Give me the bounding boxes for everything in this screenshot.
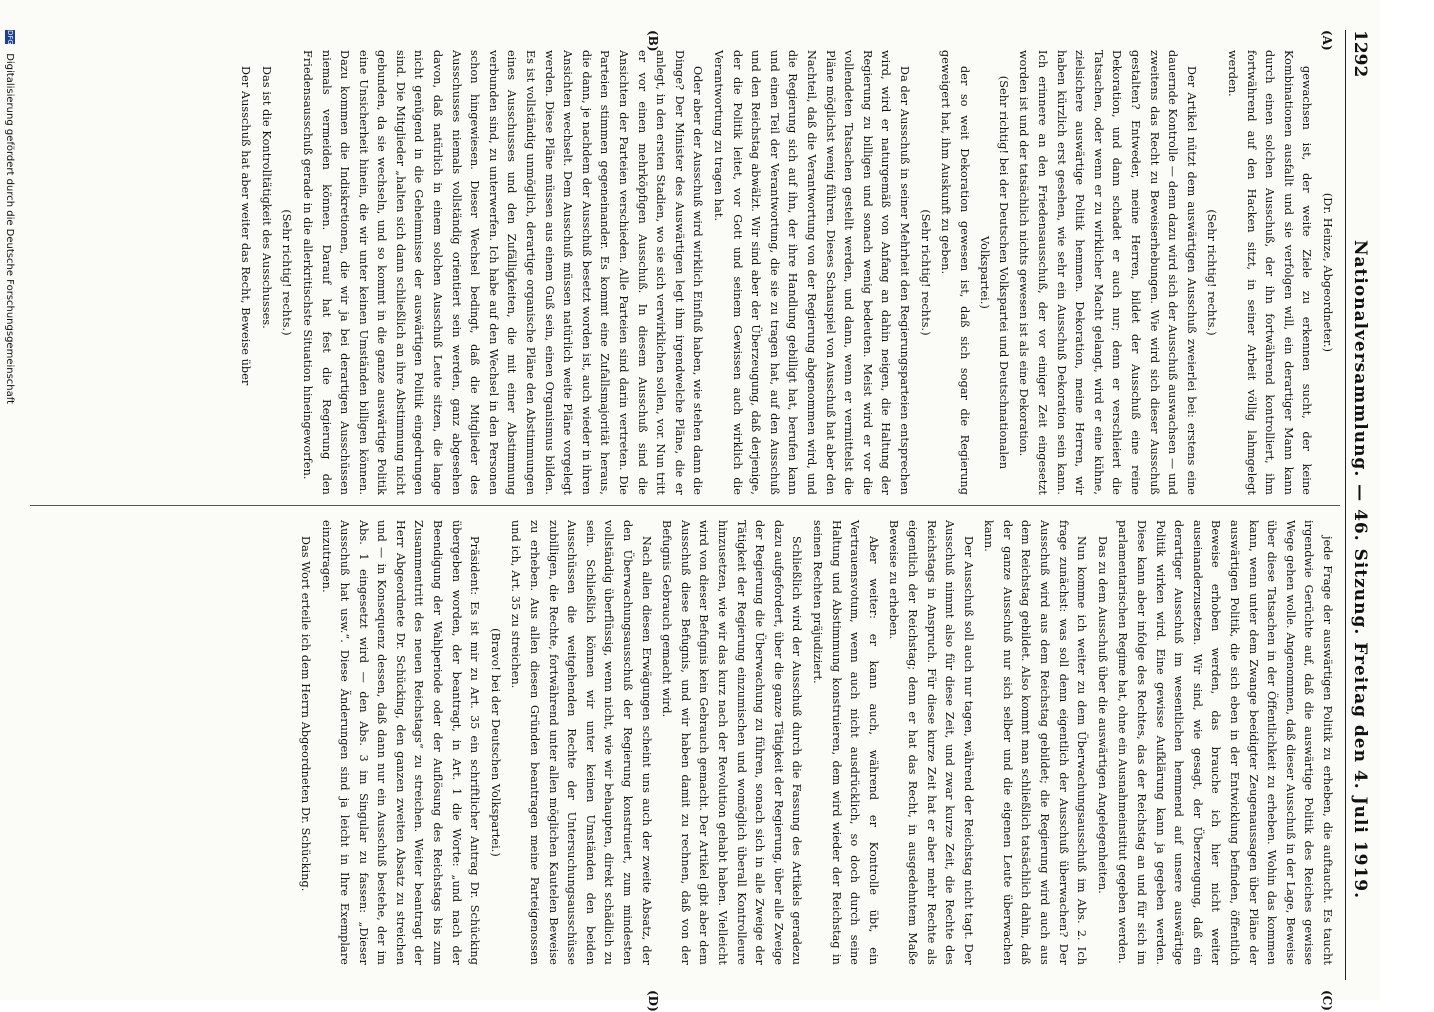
interjection: (Sehr richtig! rechts.) (918, 209, 932, 336)
paragraph: Der Ausschuß soll auch nur tagen, während der Reichstag nicht tagt. Der Ausschuß nimmt also für diese Zeit, und zwar kurze Zeit, die Rechte des Reichstags in Anspruch. Für diese kurze Zeit hat er aber mehr Rechte als eigentlich der Reichstag; denn er hat das Recht, in ausgedehntem Maße Beweise zu erheben. (887, 520, 975, 965)
page-number: 1292 (1350, 30, 1370, 78)
interjection: (Bravo! bei der Deutschen Volkspartei.) (488, 628, 502, 857)
interjection: (Sehr richtig! rechts.) (1205, 209, 1219, 336)
margin-marker-d: (D) (646, 990, 660, 1012)
paragraph: Der Ausschuß hat aber weiter das Recht, Beweise über (239, 66, 253, 386)
paragraph: Das ist die Kontrolltätigkeit des Ausschusses. (259, 66, 273, 329)
right-column (293, 520, 1336, 965)
interjection: (Sehr richtig! rechts.) (280, 209, 294, 336)
paragraph: der so weit Dekoration gewesen ist, daß sich sogar die Regierung geweigert hat, ihm Auskunft zu geben. (939, 50, 971, 495)
paragraph: jede Frage der auswärtigen Politik zu erheben, die auftaucht. Es taucht irgendwie Gerüchte auf, daß die auswärtige Politik des Reiches gewisse Wege gehen wolle. Angenommen, daß dieser Ausschuß in der Lage, Beweise über diese Tatsachen in der Öffentlichkeit zu erheben. Wohin das kommen kann, wenn unter dem Zwange beeidigter Zeugenaussagen über Pläne der auswärtigen Politik, die sich eben in der Entwicklung befinden, öffentlich Beweise erhoben werden, das brauche ich hier nicht weiter auseinanderzusetzen. Wir sind, wie gesagt, der Überzeugung, daß ein derartiger Ausschuß im wesentlichen hemmend auf unsere auswärtige Politik wirken wird. Eine gewisse Aufklärung kann ja gegeben werden. Diese kann aber infolge des Rechtes, das der Reichstag an und für sich im parlamentarischen Regime hat, ohne ein Ausnahmeinstitut gegeben werden. (1116, 520, 1334, 965)
interjection: (Sehr richtig! bei der Deutschen Volkspartei und Deutschnationalen Volkspartei.) (978, 75, 1010, 470)
page-header (1345, 30, 1372, 980)
paragraph: Schließlich wird der Ausschuß durch die Fassung des Artikels geradezu dazu aufgefordert, über die ganze Tätigkeit der Regierung, über alle Zweige der Regierung die Überwachung zu führen, sonach sich in alle Zweige der Tätigkeit der Regierung einzumischen und womöglich überall Kontrolleure hinzusetzen, wie wir das kurz nach der Revolution gehabt haben. Vielleicht wird von dieser Befugnis kein Gebrauch gemacht. Der Artikel gibt aber dem Ausschuß diese Befugnis, und wir haben damit zu rechnen, daß von der Befugnis Gebrauch gemacht wird. (660, 520, 804, 965)
left-column (234, 50, 1336, 495)
paragraph: Das zu dem Ausschuß über die auswärtigen Angelegenheiten. (1095, 536, 1109, 894)
paragraph: Präsident: Es ist mir zu Art. 35 ein schriftlicher Antrag Dr. Schücking übergeben worden, der beantragt, in Art. 1 die Worte: „und nach der Beendigung der Wahlperiode oder der Auflösung des Reichstags bis zum Zusammentritt des neuen Reichstags“ zu streichen. Weiter beantragt der Herr Abgeordnete Dr. Schücking, den ganzen zweiten Absatz zu streichen und — in Konsequenz dessen, daß dann nur ein Ausschuß bestehe, der im Abs. 1 eingesetzt wird — den Abs. 3 im Singular zu fassen: „Dieser Ausschuß hat usw.“. Diese Änderungen sind ja leicht in Ihre Exemplare einzutragen. (319, 520, 482, 965)
paragraph: Der Artikel nützt dem auswärtigen Ausschuß zweierlei bei: erstens eine dauernde Kontrolle — denn dazu wird sich der Ausschuß auswachsen — und zweitens das Recht zu Beweiserhebungen. Wie wird sich dieser Ausschuß gestalten? Entweder, meine Herren, bildet der Ausschuß eine reine Dekoration, und dann schadet er auch nur; denn er verschleiert die Tatsachen, oder wenn er zu wirklicher Macht gelangt, wird er eine kühne, zielsichere auswärtige Politik hemmen. Dekoration, meine Herren, wir haben kürzlich erst gesehen, wie sehr ein Ausschuß Dekoration sein kann. Ich erinnere an den Friedensausschuß, der vor einiger Zeit eingesetzt worden ist und der tatsächlich nichts gewesen ist als eine Dekoration. (1017, 50, 1198, 495)
margin-marker-a: (A) (1320, 30, 1334, 51)
paragraph: Da der Ausschuß in seiner Mehrheit den Regierungsparteien entsprechen wird, wird er naturgemäß von Anfang an dahin neigen, die Haltung der Regierung zu billigen und sonach wenig bedeuten. Meist wird er vor die vollendeten Tatsachen gestellt werden, und dann, wenn er vermittelst die Pläne möglichst wenig führen. Dieses Schauspiel von Ausschuß hat aber den Nachteil, daß die Verantwortung von der Regierung abgenommen wird, und die Regierung sich auf ihn, der ihre Handlung gebilligt hat, berufen kann und einen Teil der Verantwortung, die sie zu tragen hat, auf den Ausschuß und den Reichstag abwälzt. Wir sind aber der Überzeugung, daß derjenige, der die Politik leitet, vor Gott und seinem Gewissen auch wirklich die Verantwortung zu tragen hat. (712, 50, 911, 495)
paragraph: Das Wort erteile ich dem Herrn Abgeordneten Dr. Schücking. (298, 536, 312, 892)
paragraph: Nach allen diesen Erwägungen scheint uns auch der zweite Absatz, der den Überwachungsausschuß der Regierung konstruiert, zum mindesten vollständig überflüssig, wenn nicht, wie wir behaupten, direkt schädlich zu sein. Schließlich können wir unter keinen Umständen den beiden Ausschüssen die weitgehenden Rechte der Untersuchungsausschüsse zubilligen, die Rechte, fortwährend unter allen möglichen Kautelen Beweise zu erheben. Aus allen diesen Gründen beantragen meine Parteigenossen und ich, Art. 35 zu streichen. (509, 520, 653, 965)
page-title: Nationalversammlung. — 46. Sitzung. Freitag den 4. Juli 1919. (1350, 240, 1370, 900)
paragraph: gewachsen ist, der weite Ziele zu erkennen sucht, der keine Kombinationen ausfallt und sie verfolgen will, ein derartiger Mann kann durch einen solchen Ausschuß, der ihn fortwährend kontrolliert, ihm fortwährend auf den Hacken sitzt, in seiner Arbeit völlig lahmgelegt werden. (1226, 50, 1314, 495)
footer-text: Digitalisierung gefördert durch die Deutsche Forschungsgemeinschaft (4, 53, 15, 405)
speaker-note: (Dr. Heinze, Abgeordneter.) (1321, 192, 1334, 353)
paragraph: Nun komme ich weiter zu dem Überwachungsausschuß im Abs. 2. Ich frage zunächst: was soll denn eigentlich der Ausschuß überwachen? Der Ausschuß wird aus dem Reichstag gebildet; die Regierung wird auch aus dem Reichstag gebildet. Also kommt man schließlich tatsächlich dahin, daß der ganze Ausschuß nur sich selber und die eigenen Leute überwachen kann. (982, 520, 1089, 965)
paragraph: Oder aber der Ausschuß wird wirklich Einfluß haben, wie stehen dann die Dinge? Der Minister des Auswärtigen legt ihm irgendwelche Pläne, die er anlegt, in den ersten Stadien, wo sie sich verwirklichen sollen, vor. Nun tritt er vor einen mehrköpfigen Ausschuß. In diesem Ausschuß sind die Ansichten der Parteien verschieden. Alle Parteien sind darin vertreten. Die Parteien stimmen gegeneinander. Es kommt eine Zufallsmajorität heraus, die dann, je nachdem der Ausschuß besetzt worden ist, auch wieder in ihren Ansichten wechselt. Dem Ausschuß müssen natürlich weite Pläne vorgelegt werden. Diese Pläne müssen aus einem Guß sein, einen Organismus bilden. Es ist vollständig unmöglich, derartige organische Pläne den Abstimmungen eines Ausschusses und den Zufälligkeiten, die mit einer Abstimmung verbunden sind, zu unterwerfen. Ich habe auf den Wechsel in den Personen schon hingewiesen. Dieser Wechsel bedingt, daß die Mitglieder des Ausschusses niemals vollständig orientiert sein werden, ganz abgesehen davon, daß natürlich in einem solchen Ausschuß Leute sitzen, die lange nicht genügend in die Geheimnisse der auswärtigen Politik eingedrungen sind. Die Mitglieder „halten sich dann schließlich an ihre Abstimmung nicht gebunden, da sie wechseln, und so kommt in die ganze auswärtige Politik eine Unsicherheit hinein, die wir unter keinen Umständen billigen können. Dazu kommen die Indiskretionen, die wir ja bei derartigen Ausschüssen niemals vermeiden können. Darauf hat fest die Regierung den Friedensausschuß gerade in die allerkritischste Situation hineingeworfen. (300, 50, 705, 495)
paragraph: Aber weiter: er kann auch, während er Kontrolle übt, ein Vertrauensvotum, wenn auch nicht ausdrücklich, so doch durch seine Haltung und Abstimmung konstruieren, dem wird wieder der Reichstag in seinen Rechten präjudiziert. (810, 520, 880, 965)
column-divider (30, 505, 1340, 506)
margin-marker-b: (B) (646, 30, 660, 52)
margin-marker-c: (C) (1320, 990, 1334, 1011)
dfg-logo-icon: DFG (6, 30, 14, 45)
digitization-footer (4, 30, 15, 980)
